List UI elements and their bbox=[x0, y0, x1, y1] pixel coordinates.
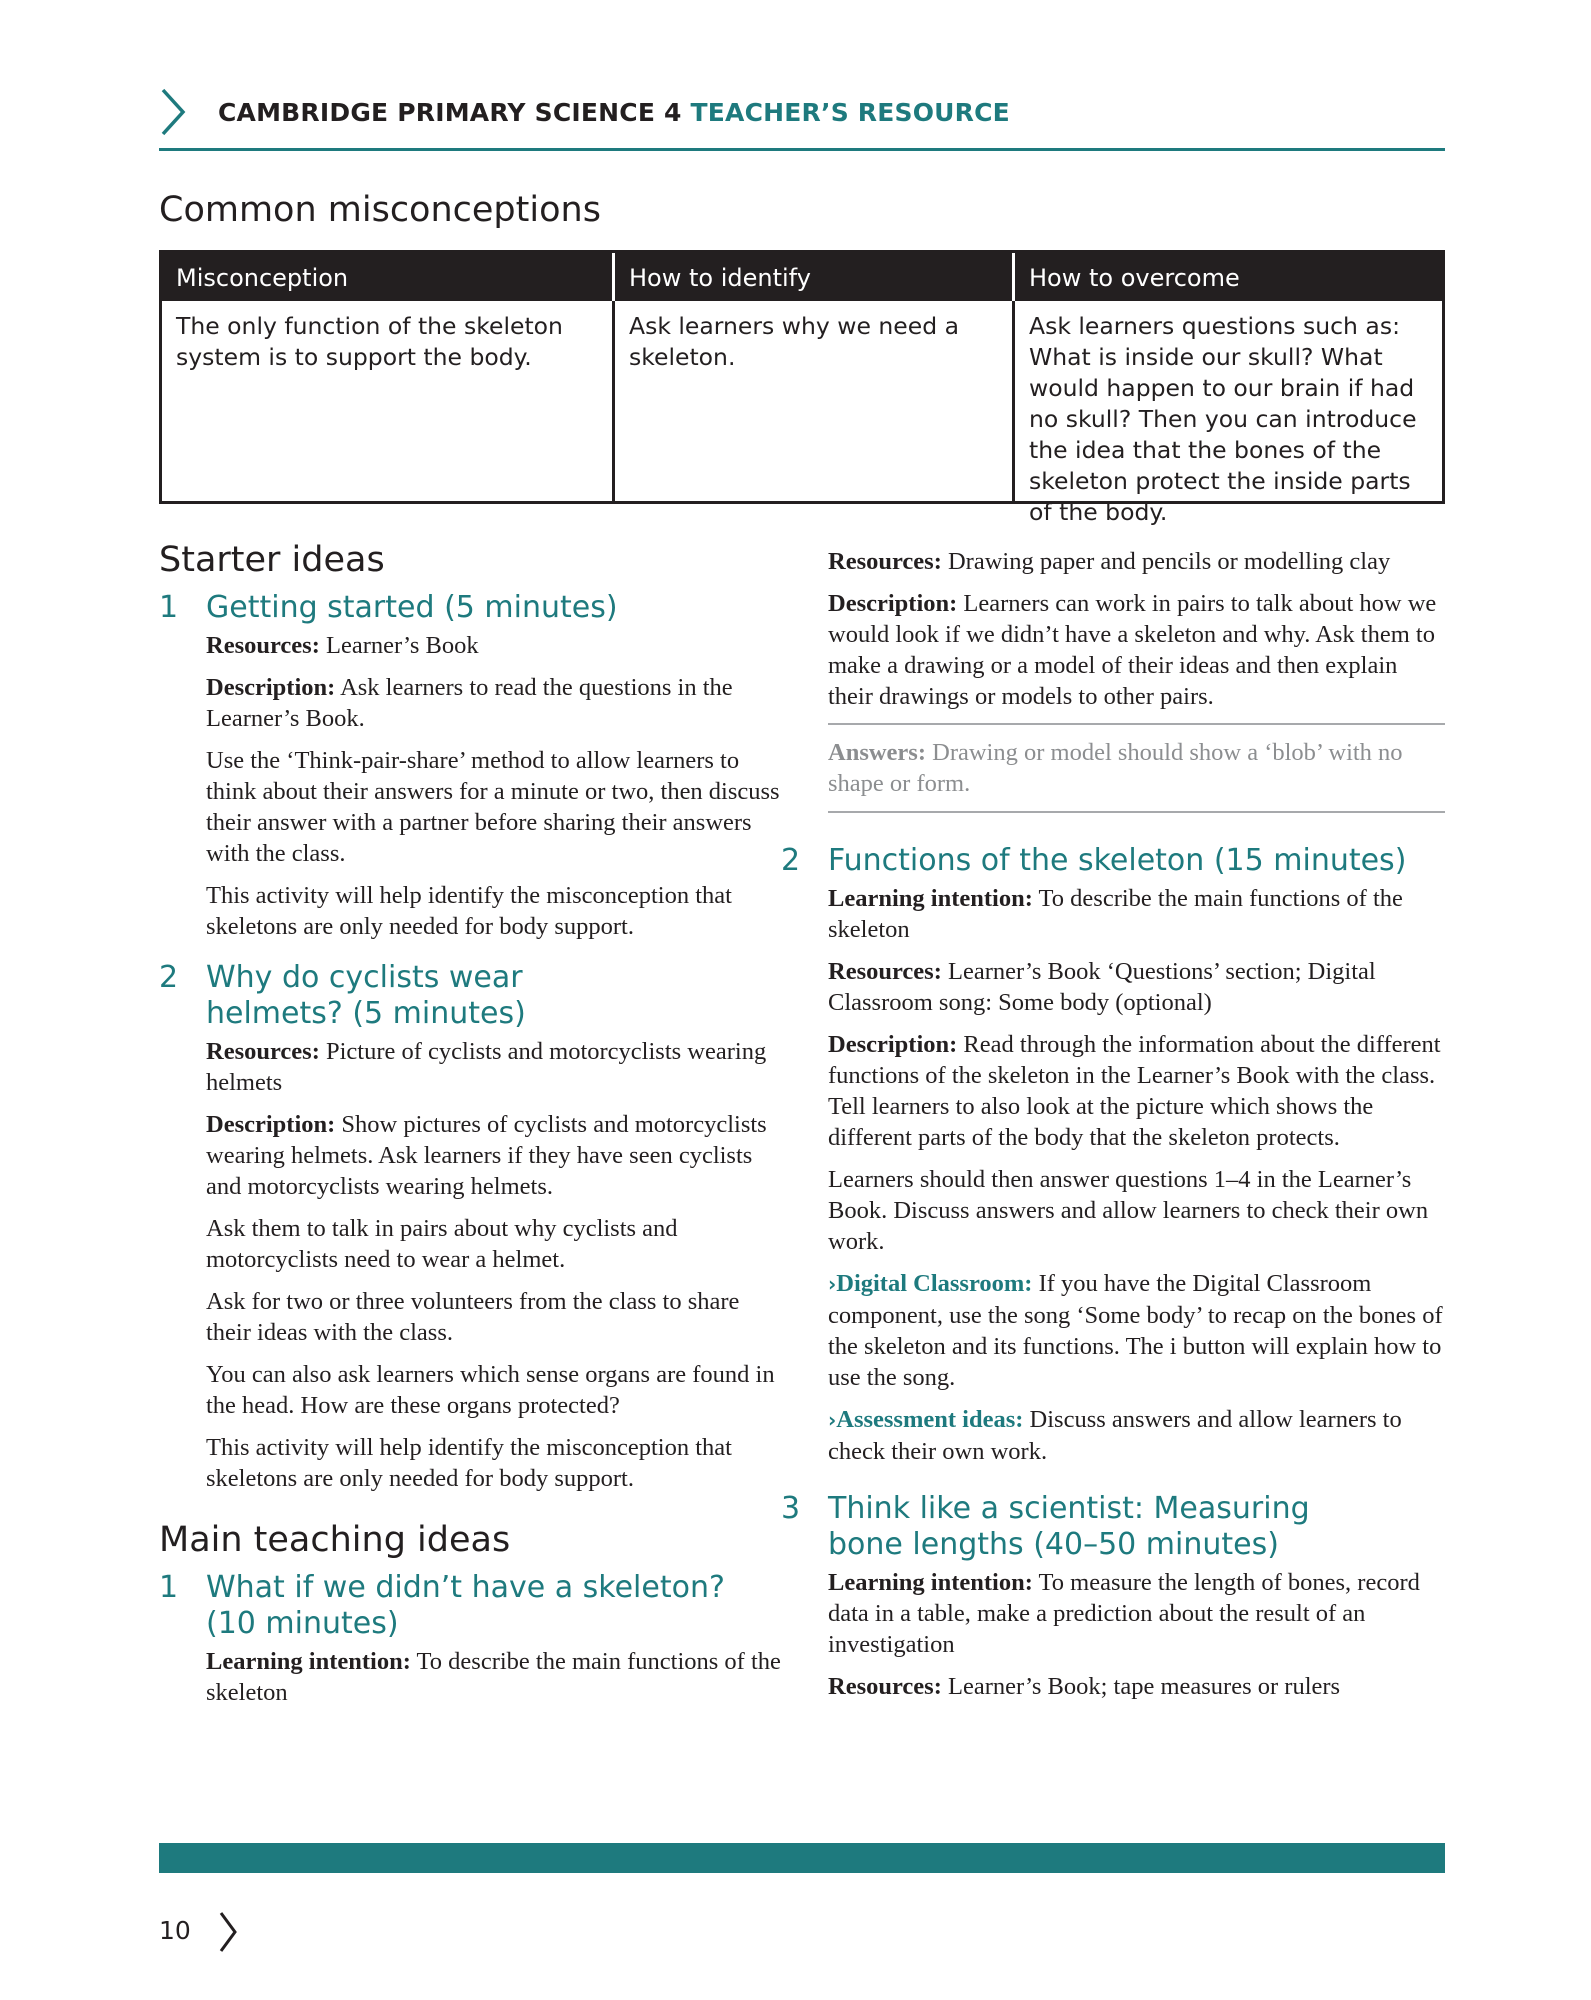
learning-intention-line: Learning intention: To describe the main functions of the skeleton bbox=[206, 1648, 781, 1706]
activity-title: What if we didn’t have a skeleton? (10 minutes) bbox=[206, 1570, 725, 1641]
answers-box bbox=[828, 723, 1445, 813]
resources-line: Resources: Drawing paper and pencils or modelling clay bbox=[828, 548, 1391, 575]
learning-intention-line: Learning intention: To measure the length of bones, record data in a table, make a prediction about the result of an investigation bbox=[828, 1569, 1420, 1658]
paragraph: This activity will help identify the misconception that skeletons are only needed for body support. bbox=[206, 882, 732, 940]
resources-line: Resources: Learner’s Book bbox=[206, 632, 479, 659]
table-header-row bbox=[162, 253, 1442, 301]
main-activity-3 bbox=[781, 1491, 1445, 1702]
main-teaching-heading: Main teaching ideas bbox=[159, 1520, 511, 1560]
table-cell: Ask learners questions such as: What is inside our skull? What would happen to our brain if had no skull? Then you can introduce the idea that the bones of the skeleton protect the inside parts of the body. bbox=[1029, 312, 1417, 526]
table-cell: The only function of the skeleton system is to support the body. bbox=[162, 301, 615, 501]
main-activity-2 bbox=[781, 843, 1445, 1467]
description-line: Description: Show pictures of cyclists and motorcyclists wearing helmets. Ask learners if they have seen cyclists and motorcyclists wearing helmets. bbox=[206, 1111, 767, 1200]
activity-title: Think like a scientist: Measuring bone lengths (40–50 minutes) bbox=[828, 1491, 1310, 1562]
paragraph: You can also ask learners which sense organs are found in the head. How are these organs protected? bbox=[206, 1361, 775, 1419]
column-header: Misconception bbox=[162, 253, 615, 301]
main-activity-1 bbox=[159, 1570, 789, 1708]
starter-activity-1 bbox=[159, 590, 789, 942]
table-cell: Ask learners why we need a skeleton. bbox=[615, 301, 1015, 501]
misconceptions-table bbox=[159, 250, 1445, 526]
description-line: Description: Ask learners to read the questions in the Learner’s Book. bbox=[206, 674, 733, 732]
learning-intention-line: Learning intention: To describe the main functions of the skeleton bbox=[828, 885, 1403, 943]
activity-title: Why do cyclists wear helmets? (5 minutes) bbox=[206, 960, 526, 1031]
misconceptions-heading: Common misconceptions bbox=[159, 190, 601, 230]
activity-title: Functions of the skeleton (15 minutes) bbox=[828, 843, 1407, 878]
column-header: How to overcome bbox=[1029, 264, 1240, 292]
resources-line: Resources: Learner’s Book; tape measures or rulers bbox=[828, 1673, 1341, 1700]
table-row bbox=[162, 301, 1442, 526]
running-title bbox=[218, 98, 1010, 127]
paragraph: Use the ‘Think-pair-share’ method to allow learners to think about their answers for a minute or two, then discuss their answer with a partner before sharing their answers with the class. bbox=[206, 747, 780, 867]
chevron-right-icon bbox=[159, 86, 187, 138]
paragraph: This activity will help identify the misconception that skeletons are only needed for body support. bbox=[206, 1434, 732, 1492]
page-header bbox=[159, 84, 1445, 151]
starter-activity-2 bbox=[159, 960, 789, 1494]
chevron-right-icon: › bbox=[828, 1408, 837, 1432]
left-column bbox=[159, 540, 789, 1719]
chevron-right-icon bbox=[218, 1910, 238, 1954]
activity-title: Getting started (5 minutes) bbox=[206, 590, 618, 625]
description-line: Description: Read through the information about the different functions of the skeleton in the Learner’s Book with the class. Tell learners to also look at the picture which shows the different parts of the body that the skeleton protects. bbox=[828, 1031, 1441, 1151]
activity-number: 1 bbox=[159, 1570, 179, 1605]
answers-line: Answers: Drawing or model should show a ‘blob’ with no shape or form. bbox=[828, 739, 1403, 797]
page-number: 10 bbox=[159, 1916, 191, 1945]
activity-number: 2 bbox=[781, 843, 801, 878]
paragraph: Ask for two or three volunteers from the class to share their ideas with the class. bbox=[206, 1288, 740, 1346]
right-column bbox=[781, 546, 1445, 1713]
activity-number: 1 bbox=[159, 590, 179, 625]
column-header: How to identify bbox=[615, 253, 1015, 301]
description-line: Description: Learners can work in pairs to talk about how we would look if we didn’t have a skeleton and why. Ask them to make a drawing or a model of their ideas and then explain their drawings or models to other pairs. bbox=[828, 590, 1437, 710]
resource-label: TEACHER’S RESOURCE bbox=[690, 98, 1010, 127]
paragraph: Learners should then answer questions 1–4 in the Learner’s Book. Discuss answers and allow learners to check their own work. bbox=[828, 1166, 1429, 1255]
resources-line: Resources: Learner’s Book ‘Questions’ section; Digital Classroom song: Some body (optional) bbox=[828, 958, 1376, 1016]
chevron-right-icon: › bbox=[828, 1272, 837, 1296]
digital-classroom-line: ›Digital Classroom: If you have the Digital Classroom component, use the song ‘Some body’ to recap on the bones of the skeleton and its functions. The i button will explain how to use the song. bbox=[828, 1270, 1443, 1391]
activity-number: 2 bbox=[159, 960, 179, 995]
footer-bar bbox=[159, 1843, 1445, 1873]
book-title: CAMBRIDGE PRIMARY SCIENCE 4 bbox=[218, 98, 682, 127]
paragraph: Ask them to talk in pairs about why cyclists and motorcyclists need to wear a helmet. bbox=[206, 1215, 678, 1273]
activity-number: 3 bbox=[781, 1491, 801, 1526]
assessment-line: ›Assessment ideas: Discuss answers and allow learners to check their own work. bbox=[828, 1406, 1402, 1465]
starter-heading: Starter ideas bbox=[159, 540, 385, 580]
resources-line: Resources: Picture of cyclists and motorcyclists wearing helmets bbox=[206, 1038, 767, 1096]
